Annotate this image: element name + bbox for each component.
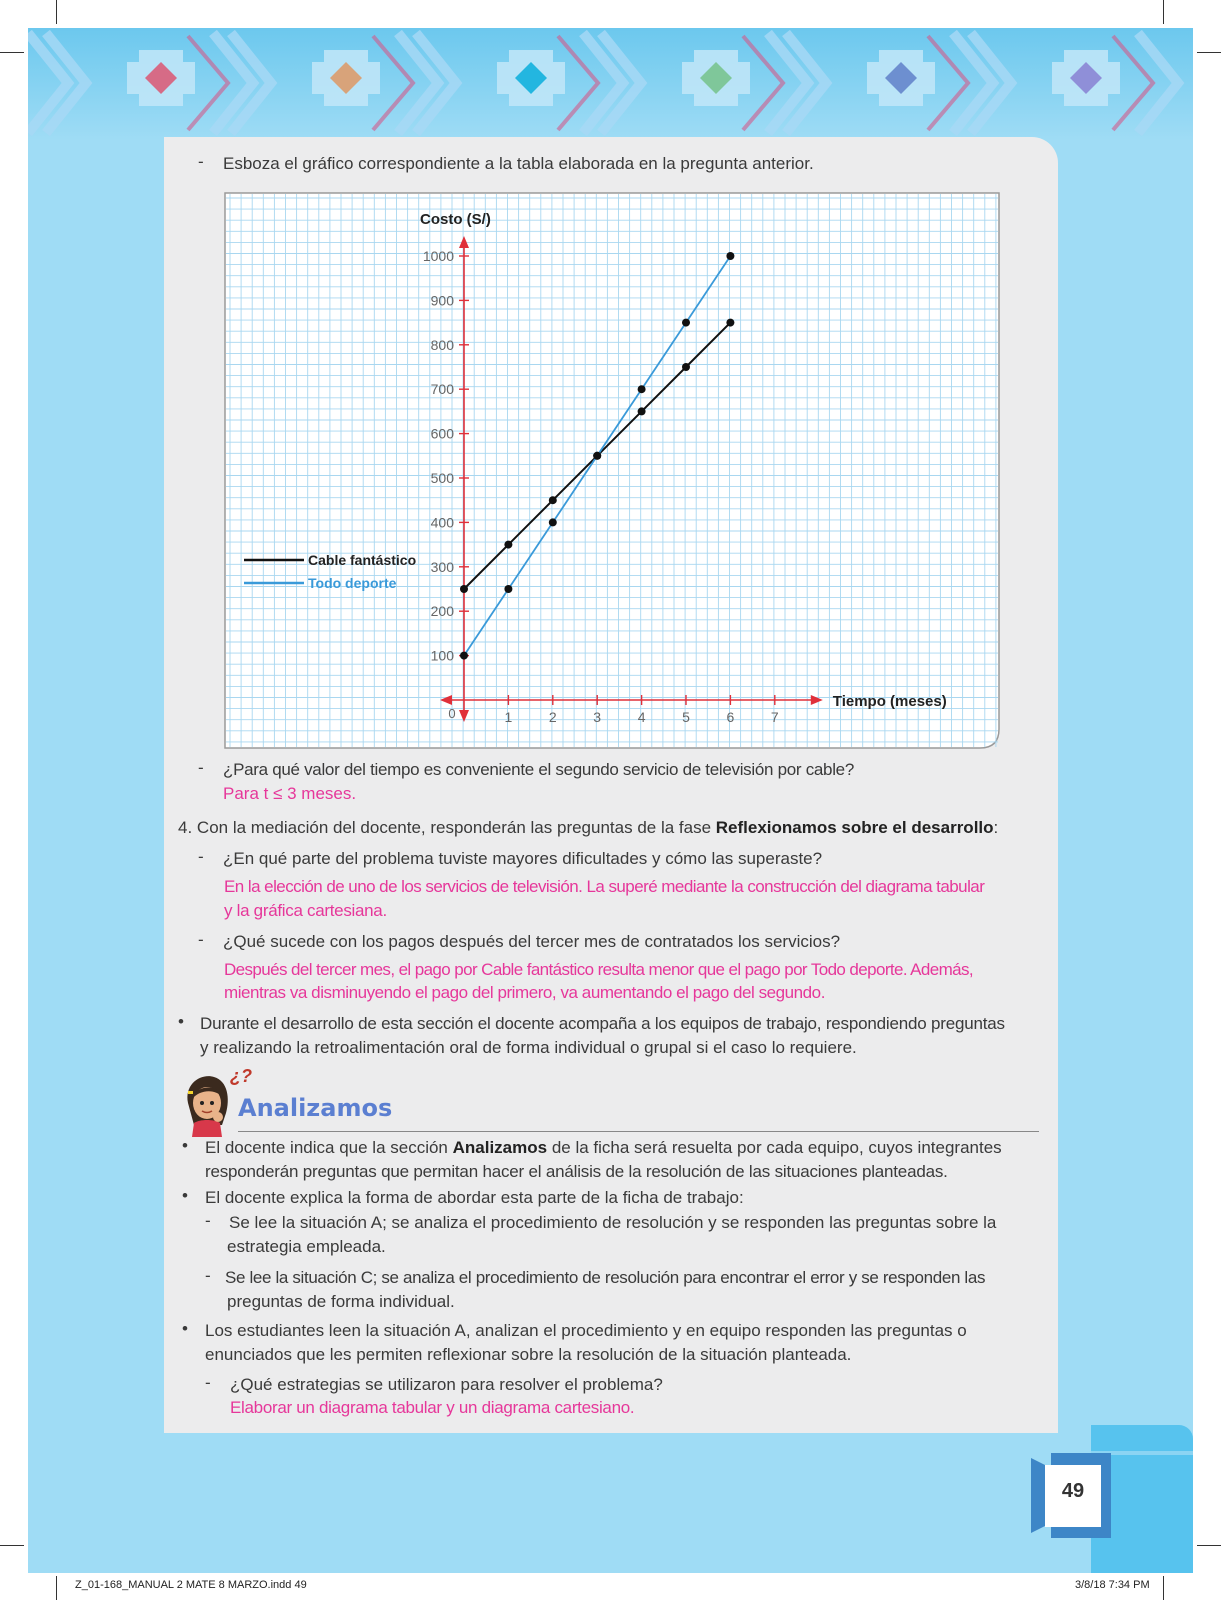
crop-mark	[0, 52, 24, 53]
x-tick-label: 3	[593, 709, 602, 725]
decorative-banner	[28, 28, 1193, 140]
crop-mark	[56, 0, 57, 24]
b1-text-after: de la ficha será resuelta por cada equipo, cuyos integrantes	[547, 1138, 1002, 1157]
dash: -	[205, 1373, 211, 1392]
bullet-analizamos-1	[205, 1136, 1039, 1160]
b1-bold: Analizamos	[452, 1138, 548, 1157]
origin-label: 0	[448, 706, 456, 721]
y-tick-label: 400	[430, 514, 454, 531]
answer-pagos-line2: mientras va disminuyendo el pago del primero, va aumentando el pago del segundo.	[224, 983, 825, 1002]
bullet-desarrollo-line1: Durante el desarrollo de esta sección el docente acompaña a los equipos de trabajo, respondiendo preguntas	[200, 1014, 1005, 1033]
data-point	[638, 407, 646, 415]
bullet-analizamos-3-line2: enunciados que les permiten reflexionar sobre la resolución de la situación planteada.	[205, 1345, 852, 1364]
bullet: •	[178, 1012, 184, 1031]
y-tick-label: 700	[430, 381, 454, 398]
y-tick-label: 100	[430, 647, 454, 664]
x-tick-label: 1	[504, 709, 513, 725]
sub-situacion-a-line2: estrategia empleada.	[227, 1237, 386, 1256]
sub-situacion-c-line1: Se lee la situación C; se analiza el procedimiento de resolución para encontrar el error y se responden las	[225, 1268, 986, 1287]
answer-dificultades-line1: En la elección de uno de los servicios de televisión. La superé mediante la construcción del diagrama tabular	[224, 877, 985, 896]
answer-estrategias: Elaborar un diagrama tabular y un diagrama cartesiano.	[230, 1398, 635, 1417]
bullet-analizamos-2: El docente explica la forma de abordar esta parte de la ficha de trabajo:	[205, 1188, 744, 1207]
data-point	[593, 452, 601, 460]
dash: -	[205, 1266, 211, 1285]
answer-dificultades-line2: y la gráfica cartesiana.	[224, 901, 387, 920]
legend-label: Todo deporte	[308, 575, 397, 591]
y-tick-label: 600	[430, 425, 454, 442]
x-tick-label: 4	[637, 709, 646, 725]
data-point	[682, 363, 690, 371]
x-tick-label: 6	[726, 709, 735, 725]
y-tick-label: 500	[430, 470, 454, 486]
dash: -	[198, 930, 204, 949]
dash: -	[198, 152, 204, 171]
data-point	[549, 518, 557, 526]
item-4-colon: :	[993, 818, 999, 837]
x-tick-label: 5	[682, 709, 690, 725]
footer-file: Z_01-168_MANUAL 2 MATE 8 MARZO.indd 49	[75, 1579, 307, 1591]
crop-mark	[1163, 1576, 1164, 1600]
answer-conveniente: Para t ≤ 3 meses.	[223, 784, 357, 803]
question-dificultades: ¿En qué parte del problema tuviste mayores dificultades y cómo las superaste?	[223, 849, 823, 868]
y-tick-label: 200	[430, 603, 454, 620]
data-point	[504, 541, 512, 549]
crop-mark	[0, 1545, 24, 1546]
question-estrategias: ¿Qué estrategias se utilizaron para resolver el problema?	[230, 1375, 663, 1394]
dash: -	[198, 847, 204, 866]
data-point	[726, 319, 734, 327]
answer-pagos-line1: Después del tercer mes, el pago por Cable fantástico resulta menor que el pago por Todo deporte. Además,	[224, 960, 974, 979]
item-4-number: 4.	[178, 818, 193, 837]
bullet-analizamos-1-line2: responderán preguntas que permitan hacer el análisis de la resolución de las situaciones planteadas.	[205, 1162, 948, 1181]
legend-label: Cable fantástico	[308, 552, 417, 568]
b1-text-before: El docente indica que la sección	[205, 1138, 453, 1157]
bullet: •	[182, 1186, 188, 1205]
sub-situacion-a-line1: Se lee la situación A; se analiza el procedimiento de resolución y se responden las preguntas sobre la	[229, 1213, 997, 1232]
y-tick-label: 300	[430, 558, 454, 575]
y-axis-title: Costo (S/)	[420, 211, 491, 228]
section-title-analizamos: Analizamos	[238, 1094, 393, 1122]
crop-mark	[1197, 1545, 1221, 1546]
bullet-analizamos-3-line1: Los estudiantes leen la situación A, analizan el procedimiento y en equipo responden las preguntas o	[205, 1321, 967, 1340]
x-tick-label: 7	[770, 709, 779, 725]
data-point	[682, 319, 690, 327]
y-tick-label: 800	[430, 336, 454, 353]
bullet-desarrollo-line2: y realizando la retroalimentación oral de forma individual o grupal si el caso lo requiere.	[200, 1038, 857, 1057]
question-conveniente: ¿Para qué valor del tiempo es conveniente el segundo servicio de televisión por cable?	[223, 760, 854, 779]
instruction-sketch: Esboza el gráfico correspondiente a la tabla elaborada en la pregunta anterior.	[223, 154, 814, 173]
x-tick-label: 2	[548, 709, 557, 725]
y-tick-label: 900	[430, 292, 454, 309]
sub-situacion-c-line2: preguntas de forma individual.	[227, 1292, 455, 1311]
dash: -	[198, 758, 204, 777]
cost-time-graph	[224, 192, 1000, 749]
crop-mark	[56, 1576, 57, 1600]
data-point	[726, 252, 734, 260]
footer-date: 3/8/18 7:34 PM	[1075, 1579, 1150, 1591]
data-point	[549, 496, 557, 504]
page-number: 49	[1061, 1480, 1085, 1502]
question-pagos: ¿Qué sucede con los pagos después del tercer mes de contratados los servicios?	[223, 932, 841, 951]
item-4-bold: Reflexionamos sobre el desarrollo	[715, 818, 994, 837]
data-point	[460, 652, 468, 660]
girl-thinking-icon	[182, 1073, 234, 1137]
y-tick-label: 1000	[422, 248, 454, 264]
data-point	[638, 385, 646, 393]
data-point	[504, 585, 512, 593]
bullet: •	[182, 1136, 188, 1155]
section-question-marks: ¿?	[230, 1066, 252, 1086]
item-4	[178, 816, 998, 840]
data-point	[460, 585, 468, 593]
x-axis-title: Tiempo (meses)	[832, 693, 947, 710]
crop-mark	[1163, 0, 1164, 24]
section-divider	[238, 1131, 1039, 1132]
dash: -	[205, 1211, 211, 1230]
item-4-text: Con la mediación del docente, responderán las preguntas de la fase	[196, 818, 716, 837]
bullet: •	[182, 1319, 188, 1338]
crop-mark	[1197, 52, 1221, 53]
